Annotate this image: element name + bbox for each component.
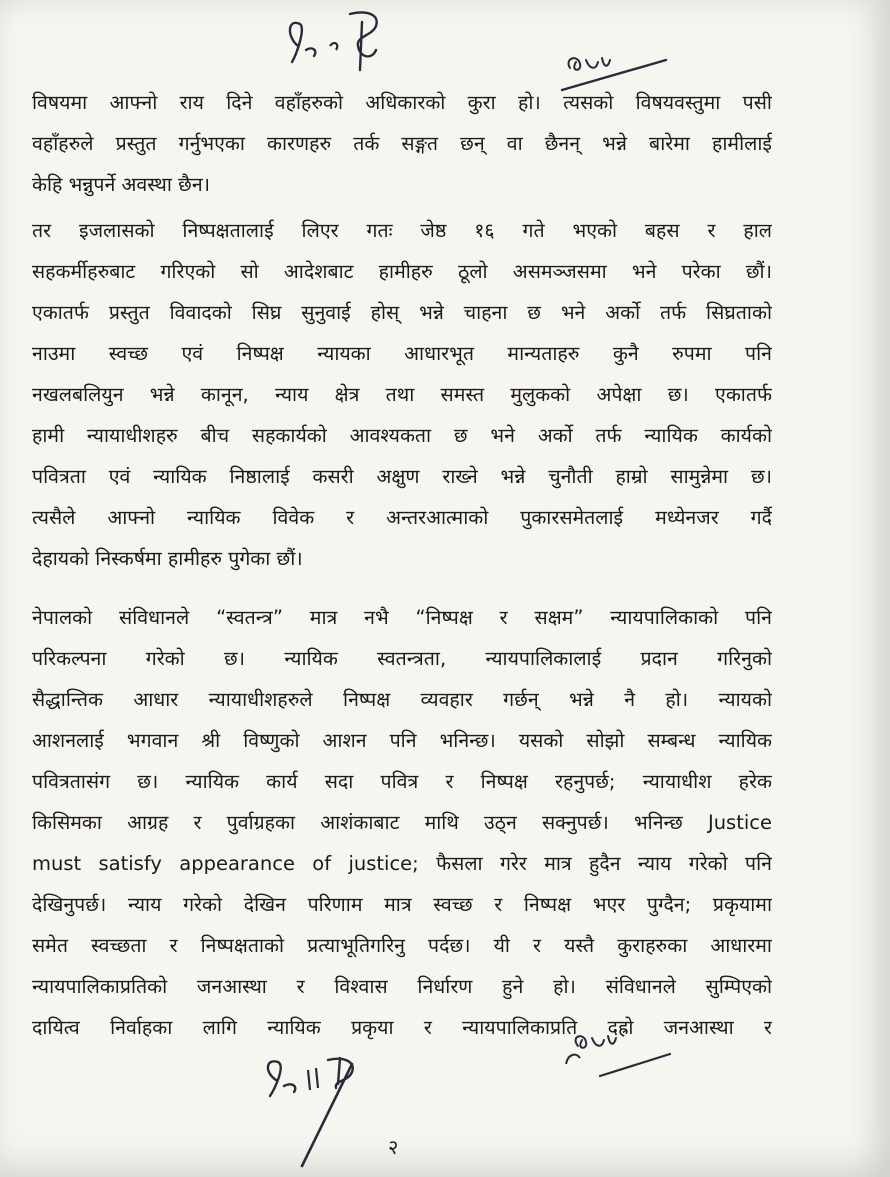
text-line: नेपालको संविधानले “स्वतन्त्र” मात्र नभै “निष्पक्ष र सक्षम” न्यायपालिकाको पनि <box>32 606 772 629</box>
paragraph-3 <box>32 597 772 1048</box>
text-line: वहाँहरुले प्रस्तुत गर्नुभएका कारणहरु तर्क सङ्गत छन् वा छैनन् भन्ने बारेमा हामीलाई <box>32 132 772 155</box>
text-line: must satisfy appearance of justice; फैसला गरेर मात्र हुदैन न्याय गरेको पनि <box>32 852 772 875</box>
text-line: न्यायपालिकाप्रतिको जनआस्था र विश्वास निर्धारण हुने हो। संविधानले सुम्पिएको <box>32 975 772 998</box>
text-line: समेत स्वच्छता र निष्पक्षताको प्रत्याभूतिगरिनु पर्दछ। यी र यस्तै कुराहरुका आधारमा <box>32 934 772 957</box>
handwritten-initials-top-left <box>276 6 396 76</box>
text-line: किसिमका आग्रह र पुर्वाग्रहका आशंकाबाट माथि उठ्न सक्नुपर्छ। भनिन्छ Justice <box>32 811 772 834</box>
text-line: दायित्व निर्वाहका लागि न्यायिक प्रकृया र न्यायपालिकाप्रति दह्रो जनआस्था र <box>32 1016 772 1039</box>
text-line: तर इजलासको निष्पक्षतालाई लिएर गतः जेष्ठ १६ गते भएको बहस र हाल <box>32 219 772 242</box>
text-line: हामी न्यायाधीशहरु बीच सहकार्यको आवश्यकता छ भने अर्को तर्फ न्यायिक कार्यको <box>32 424 772 447</box>
text-line: देखिनुपर्छ। न्याय गरेको देखिन परिणाम मात्र स्वच्छ र निष्पक्ष भएर पुग्दैन; प्रकृयामा <box>32 893 772 916</box>
text-line: सैद्धान्तिक आधार न्यायाधीशहरुले निष्पक्ष व्यवहार गर्छन् भन्ने नै हो। न्यायको <box>32 688 772 711</box>
text-line: केहि भन्नुपर्ने अवस्था छैन। <box>32 173 211 196</box>
text-line: एकातर्फ प्रस्तुत विवादको सिघ्र सुनुवाई होस् भन्ने चाहना छ भने अर्को तर्फ सिघ्रताको <box>32 301 772 324</box>
text-line: देहायको निस्कर्षमा हामीहरु पुगेका छौं। <box>32 547 303 570</box>
handwritten-initials-bottom-left <box>256 1040 386 1170</box>
text-line: परिकल्पना गरेको छ। न्यायिक स्वतन्त्रता, न्यायपालिकालाई प्रदान गरिनुको <box>32 647 772 670</box>
page-number: २ <box>388 1135 399 1159</box>
paragraph-1 <box>32 82 772 205</box>
text-line: आशनलाई भगवान श्री विष्णुको आशन पनि भनिन्छ। यसको सोझो सम्बन्ध न्यायिक <box>32 729 772 752</box>
text-line: पवित्रतासंग छ। न्यायिक कार्य सदा पवित्र र निष्पक्ष रहनुपर्छ; न्यायाधीश हरेक <box>32 770 772 793</box>
text-line: त्यसैले आफ्नो न्यायिक विवेक र अन्तरआत्माको पुकारसमेतलाई मध्येनजर गर्दै <box>32 506 772 529</box>
text-line: विषयमा आफ्नो राय दिने वहाँहरुको अधिकारको कुरा हो। त्यसको विषयवस्तुमा पसी <box>32 91 772 114</box>
text-line: नखलबलियुन भन्ने कानून, न्याय क्षेत्र तथा समस्त मुलुकको अपेक्षा छ। एकातर्फ <box>32 383 772 406</box>
text-line: सहकर्मीहरुबाट गरिएको सो आदेशबाट हामीहरु ठूलो असमञ्जसमा भने परेका छौं। <box>32 260 772 283</box>
text-line: पवित्रता एवं न्यायिक निष्ठालाई कसरी अक्षुण राख्ने भन्ने चुनौती हाम्रो सामुन्नेमा छ। <box>32 465 772 488</box>
text-line: नाउमा स्वच्छ एवं निष्पक्ष न्यायका आधारभूत मान्यताहरु कुनै रुपमा पनि <box>32 342 772 365</box>
paragraph-2 <box>32 210 772 579</box>
